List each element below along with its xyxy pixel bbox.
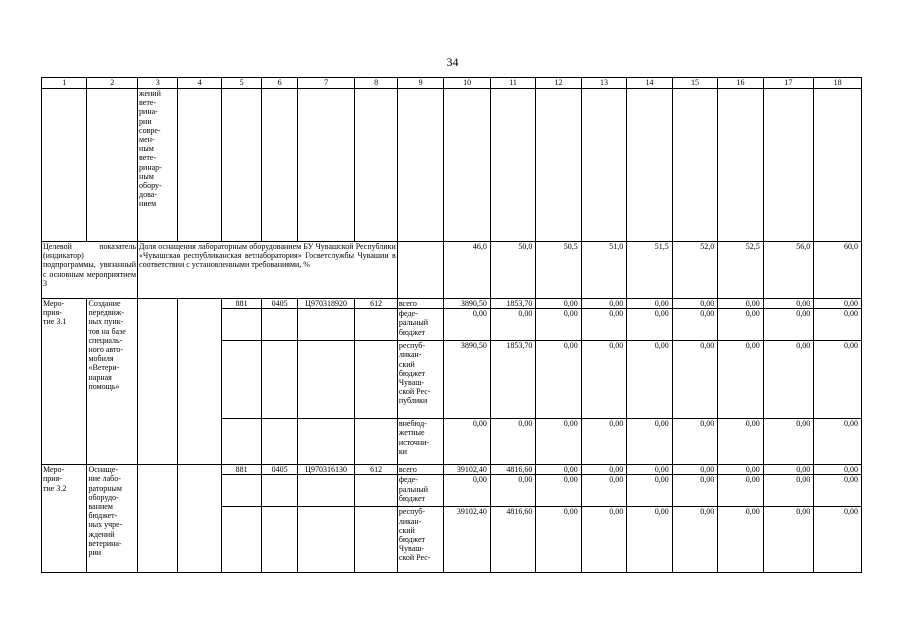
amount: 1853,70 — [490, 299, 535, 309]
amount: 0,00 — [536, 309, 581, 341]
amount: 0,00 — [718, 419, 763, 465]
amount: 0,00 — [814, 341, 862, 419]
amount: 0,00 — [672, 309, 717, 341]
amount: 0,00 — [536, 475, 581, 507]
amount: 0,00 — [444, 309, 491, 341]
column-number: 2 — [87, 78, 138, 89]
column-number: 9 — [397, 78, 444, 89]
amount: 0,00 — [763, 465, 814, 475]
funding-source: всего — [397, 465, 444, 475]
target-indicator-label: Целевой показатель (индикатор) подпрограммы, увязанный с основным мероприятием 3 — [42, 242, 138, 299]
measure-label: Меро- прия- тие 3.1 — [42, 299, 87, 465]
column-number: 3 — [138, 78, 178, 89]
amount: 0,00 — [444, 419, 491, 465]
amount: 0,00 — [814, 507, 862, 573]
amount: 0,00 — [718, 309, 763, 341]
amount: 3890,50 — [444, 341, 491, 419]
amount: 0,00 — [814, 299, 862, 309]
amount: 0,00 — [581, 465, 626, 475]
amount: 0,00 — [718, 465, 763, 475]
amount: 0,00 — [444, 475, 491, 507]
budget-table — [41, 77, 862, 573]
amount: 0,00 — [718, 475, 763, 507]
grbs-code: 881 — [221, 465, 261, 475]
target-value: 50,0 — [490, 242, 535, 299]
m32-total-row — [42, 465, 862, 475]
column-number-row — [42, 78, 862, 89]
amount: 1853,70 — [490, 341, 535, 419]
measure-label: Меро- прия- тие 3.2 — [42, 465, 87, 573]
amount: 4816,60 — [490, 465, 535, 475]
amount: 0,00 — [763, 507, 814, 573]
column-number: 10 — [444, 78, 491, 89]
grbs-code: 881 — [221, 299, 261, 309]
amount: 0,00 — [581, 419, 626, 465]
continuation-row — [42, 89, 862, 242]
amount: 0,00 — [763, 475, 814, 507]
amount: 0,00 — [814, 465, 862, 475]
funding-source: внебюд- жетные источни- ки — [397, 419, 444, 465]
column-number: 18 — [814, 78, 862, 89]
funding-source: респуб- ликан- ский бюджет Чуваш- ской Рес- — [397, 507, 444, 573]
amount: 0,00 — [627, 309, 672, 341]
amount: 0,00 — [536, 299, 581, 309]
column-number: 6 — [262, 78, 297, 89]
amount: 0,00 — [672, 299, 717, 309]
amount: 0,00 — [627, 475, 672, 507]
column-number: 17 — [763, 78, 814, 89]
amount: 0,00 — [814, 419, 862, 465]
amount: 0,00 — [581, 475, 626, 507]
target-value: 51,5 — [627, 242, 672, 299]
page-number: 34 — [446, 55, 459, 69]
amount: 0,00 — [490, 419, 535, 465]
target-value: 51,0 — [581, 242, 626, 299]
amount: 0,00 — [490, 309, 535, 341]
vr-code: 612 — [355, 299, 397, 309]
funding-source: всего — [397, 299, 444, 309]
amount: 0,00 — [627, 341, 672, 419]
target-value: 52,5 — [718, 242, 763, 299]
target-value: 60,0 — [814, 242, 862, 299]
amount: 0,00 — [672, 507, 717, 573]
column-number: 12 — [536, 78, 581, 89]
funding-source: респуб- ликан- ский бюджет Чуваш- ской Рес- публики — [397, 341, 444, 419]
m31-total-row — [42, 299, 862, 309]
column-number: 4 — [178, 78, 221, 89]
rzpr-code: 0405 — [262, 465, 297, 475]
column-number: 15 — [672, 78, 717, 89]
funding-source: феде- ральный бюджет — [397, 309, 444, 341]
amount: 0,00 — [490, 475, 535, 507]
amount: 0,00 — [627, 465, 672, 475]
amount: 0,00 — [536, 341, 581, 419]
amount: 0,00 — [672, 419, 717, 465]
amount: 0,00 — [672, 475, 717, 507]
column-number: 7 — [297, 78, 355, 89]
amount: 0,00 — [718, 299, 763, 309]
target-value: 52,0 — [672, 242, 717, 299]
column-number: 14 — [627, 78, 672, 89]
continuation-text: жений вете- рина- рии совре- мен- ным вете- ринар- ным обору- дова- нием — [138, 89, 178, 242]
amount: 0,00 — [581, 507, 626, 573]
amount: 0,00 — [536, 419, 581, 465]
amount: 0,00 — [581, 341, 626, 419]
column-number: 11 — [490, 78, 535, 89]
amount: 0,00 — [581, 299, 626, 309]
amount: 0,00 — [763, 309, 814, 341]
target-value: 46,0 — [444, 242, 491, 299]
target-value: 50,5 — [536, 242, 581, 299]
measure-name: Оснаще- ние лабо- раторным оборудо- ванием бюджет- ных учре- ждений ветерина- рии — [87, 465, 138, 573]
amount: 0,00 — [763, 341, 814, 419]
amount: 0,00 — [627, 419, 672, 465]
amount: 0,00 — [814, 475, 862, 507]
amount: 39102,40 — [444, 507, 491, 573]
csr-code: Ц970316130 — [297, 465, 355, 475]
amount: 0,00 — [627, 507, 672, 573]
column-number: 8 — [355, 78, 397, 89]
amount: 0,00 — [672, 465, 717, 475]
amount: 0,00 — [536, 507, 581, 573]
amount: 0,00 — [718, 341, 763, 419]
rzpr-code: 0405 — [262, 299, 297, 309]
target-value: 56,0 — [763, 242, 814, 299]
column-number: 5 — [221, 78, 261, 89]
column-number: 1 — [42, 78, 87, 89]
column-number: 16 — [718, 78, 763, 89]
amount: 3890,50 — [444, 299, 491, 309]
amount: 0,00 — [581, 309, 626, 341]
vr-code: 612 — [355, 465, 397, 475]
amount: 0,00 — [814, 309, 862, 341]
amount: 4816,60 — [490, 507, 535, 573]
amount: 0,00 — [536, 465, 581, 475]
amount: 0,00 — [763, 419, 814, 465]
funding-source: феде- ральный бюджет — [397, 475, 444, 507]
amount: 0,00 — [672, 341, 717, 419]
amount: 0,00 — [763, 299, 814, 309]
column-number: 13 — [581, 78, 626, 89]
target-indicator-row — [42, 242, 862, 299]
measure-name: Создание передвиж- ных пунк- тов на базе специаль- ного авто- мобиля «Ветери- нарная помощь» — [87, 299, 138, 465]
amount: 0,00 — [627, 299, 672, 309]
target-indicator-description: Доля оснащения лабораторным оборудованием БУ Чувашской Республики «Чувашская республиканская ветлаборатория» Госветслужбы Чувашии в соответствии с установленными требованиями, % — [138, 242, 398, 299]
csr-code: Ц970318920 — [297, 299, 355, 309]
amount: 0,00 — [718, 507, 763, 573]
amount: 39102,40 — [444, 465, 491, 475]
